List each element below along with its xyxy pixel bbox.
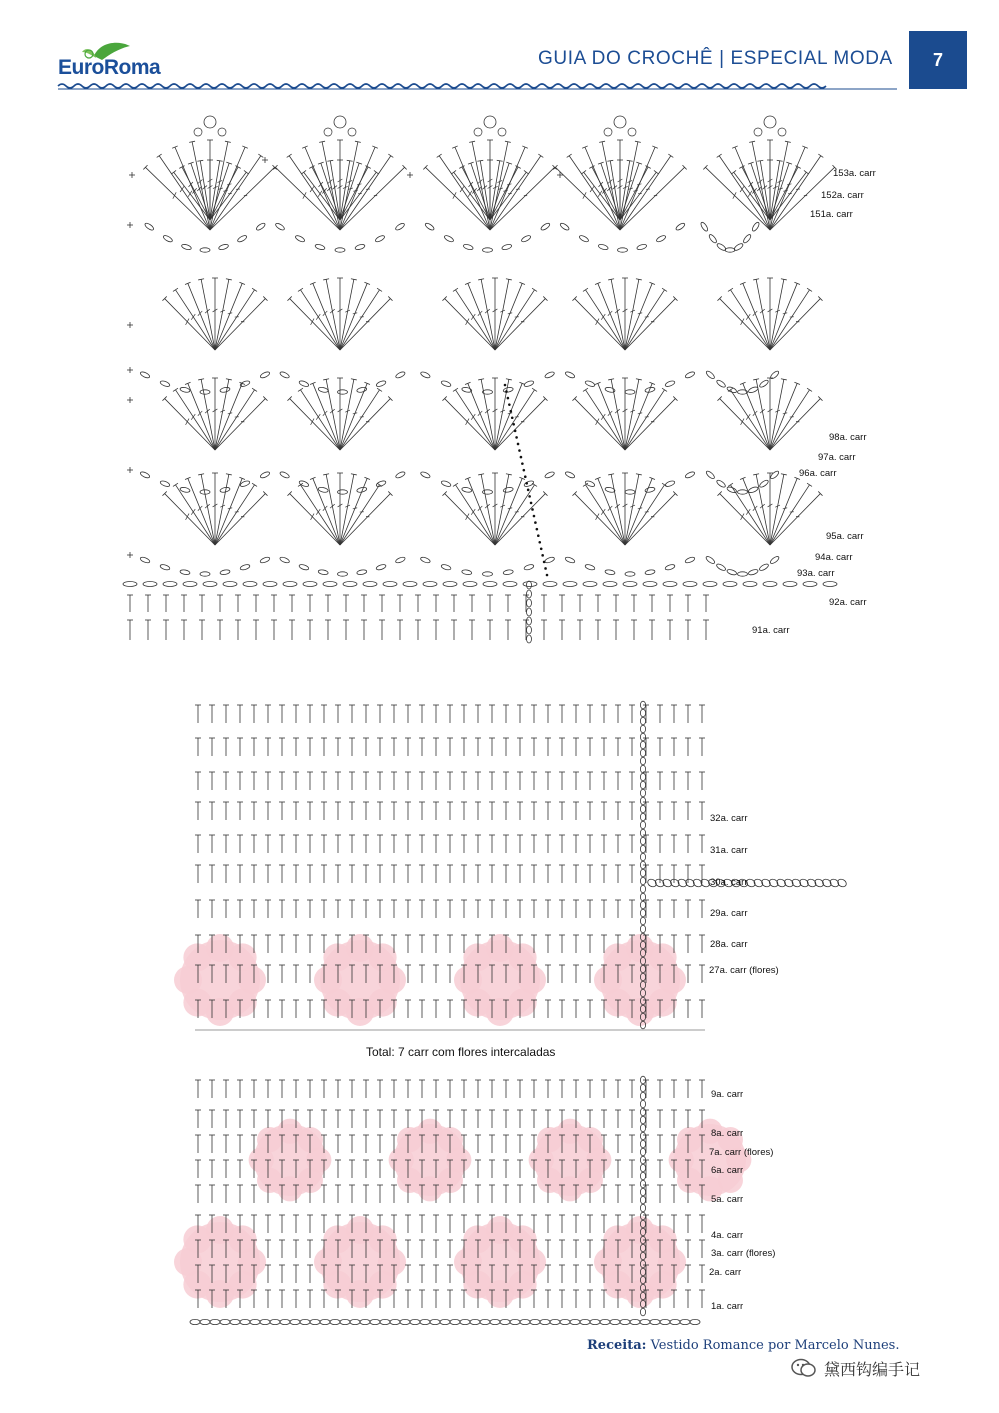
chain-stitch-symbol [370, 1319, 380, 1324]
chain-stitch-symbol [640, 1140, 645, 1148]
recipe-label: Receita: [587, 1338, 647, 1353]
chain-stitch-symbol [500, 1319, 510, 1324]
chain-stitch-symbol [640, 1124, 645, 1132]
chain-stitch-symbol [640, 1116, 645, 1124]
total-note: Total: 7 carr com flores intercaladas [366, 1045, 556, 1059]
row-label: 91a. carr [752, 625, 790, 636]
chain-stitch-symbol [280, 1319, 290, 1324]
chain-stitch-symbol [480, 1319, 490, 1324]
chain-stitch-symbol [670, 1319, 680, 1324]
flower-petal [369, 1225, 397, 1253]
chain-stitch-symbol [540, 1319, 550, 1324]
chain-stitch-symbol [640, 1308, 645, 1316]
chain-stitch-symbol [690, 1319, 700, 1324]
row-label: 7a. carr (flores) [709, 1147, 774, 1158]
row-label: 3a. carr (flores) [711, 1248, 776, 1259]
page-number: 7 [932, 49, 943, 70]
row-label: 6a. carr [711, 1165, 744, 1176]
chain-stitch-symbol [640, 1319, 650, 1324]
chain-stitch-symbol [640, 1172, 645, 1180]
chain-stitch-symbol [340, 1319, 350, 1324]
chain-stitch-symbol [190, 1319, 200, 1324]
row-label: 153a. carr [833, 168, 876, 179]
row-label: 32a. carr [710, 813, 748, 824]
row-label: 152a. carr [821, 190, 864, 201]
chain-stitch-symbol [310, 1319, 320, 1324]
watermark-text: 黛西钩编手记 [824, 1359, 921, 1379]
chain-stitch-symbol [640, 1084, 645, 1092]
chain-stitch-symbol [570, 1319, 580, 1324]
chain-stitch-symbol [230, 1319, 240, 1324]
chain-stitch-symbol [610, 1319, 620, 1324]
chain-stitch-symbol [430, 1319, 440, 1324]
row-label: 28a. carr [710, 939, 748, 950]
flower-petal [509, 1225, 537, 1253]
flower-petal [229, 1225, 257, 1253]
chain-stitch-symbol [550, 1319, 560, 1324]
chain-stitch-symbol [200, 1319, 210, 1324]
row-label: 92a. carr [829, 597, 867, 608]
chain-stitch-symbol [510, 1319, 520, 1324]
logo-text: EuroRoma [58, 56, 161, 79]
chain-stitch-symbol [420, 1319, 430, 1324]
chain-stitch-symbol [240, 1319, 250, 1324]
chain-stitch-symbol [660, 1319, 670, 1324]
row-label: 1a. carr [711, 1301, 744, 1312]
chain-stitch-symbol [640, 1092, 645, 1100]
recipe-credit [587, 1338, 899, 1353]
chain-stitch-symbol [680, 1319, 690, 1324]
row-label: 27a. carr (flores) [709, 965, 779, 976]
row-label: 93a. carr [797, 568, 835, 579]
chain-stitch-symbol [640, 1164, 645, 1172]
wechat-icon [790, 1357, 818, 1379]
chain-stitch-symbol [450, 1319, 460, 1324]
chain-stitch-symbol [350, 1319, 360, 1324]
row-label: 96a. carr [799, 468, 837, 479]
chain-stitch-symbol [380, 1319, 390, 1324]
chain-stitch-symbol [580, 1319, 590, 1324]
chain-stitch-symbol [530, 1319, 540, 1324]
chain-stitch-symbol [440, 1319, 450, 1324]
chain-stitch-symbol [490, 1319, 500, 1324]
row-label: 94a. carr [815, 552, 853, 563]
chain-stitch-symbol [290, 1319, 300, 1324]
row-label: 29a. carr [710, 908, 748, 919]
chain-stitch-symbol [640, 1204, 645, 1212]
chain-stitch-symbol [470, 1319, 480, 1324]
row-label: 2a. carr [709, 1267, 742, 1278]
row-label: 151a. carr [810, 209, 853, 220]
chain-stitch-symbol [640, 1196, 645, 1204]
row-label: 31a. carr [710, 845, 748, 856]
chain-stitch-symbol [590, 1319, 600, 1324]
chain-stitch-symbol [630, 1319, 640, 1324]
chain-stitch-symbol [220, 1319, 230, 1324]
chain-stitch-symbol [400, 1319, 410, 1324]
chain-stitch-symbol [640, 1188, 645, 1196]
watermark [790, 1355, 920, 1381]
chain-stitch-symbol [640, 1100, 645, 1108]
row-label: 30a. carr [710, 877, 748, 888]
row-label: 8a. carr [711, 1128, 744, 1139]
chain-stitch-symbol [390, 1319, 400, 1324]
chain-stitch-symbol [640, 1180, 645, 1188]
chain-stitch-symbol [330, 1319, 340, 1324]
flower-petal [649, 1225, 677, 1253]
row-label: 97a. carr [818, 452, 856, 463]
chain-stitch-symbol [320, 1319, 330, 1324]
chain-stitch-symbol [560, 1319, 570, 1324]
chain-stitch-symbol [620, 1319, 630, 1324]
chain-stitch-symbol [640, 1132, 645, 1140]
chain-stitch-symbol [260, 1319, 270, 1324]
chain-stitch-symbol [460, 1319, 470, 1324]
chain-stitch-symbol [210, 1319, 220, 1324]
page-title: GUIA DO CROCHÊ | ESPECIAL MODA [538, 48, 893, 69]
row-label: 5a. carr [711, 1194, 744, 1205]
recipe-text: Vestido Romance por Marcelo Nunes. [650, 1338, 900, 1353]
row-label: 9a. carr [711, 1089, 744, 1100]
chain-stitch-symbol [640, 1108, 645, 1116]
chain-stitch-symbol [250, 1319, 260, 1324]
row-label: 95a. carr [826, 531, 864, 542]
row-label: 4a. carr [711, 1230, 744, 1241]
chain-stitch-symbol [410, 1319, 420, 1324]
chain-stitch-symbol [300, 1319, 310, 1324]
chain-stitch-symbol [600, 1319, 610, 1324]
chain-stitch-symbol [640, 1148, 645, 1156]
chain-stitch-symbol [520, 1319, 530, 1324]
row-label: 98a. carr [829, 432, 867, 443]
chain-stitch-symbol [270, 1319, 280, 1324]
chain-stitch-symbol [650, 1319, 660, 1324]
chain-stitch-symbol [360, 1319, 370, 1324]
